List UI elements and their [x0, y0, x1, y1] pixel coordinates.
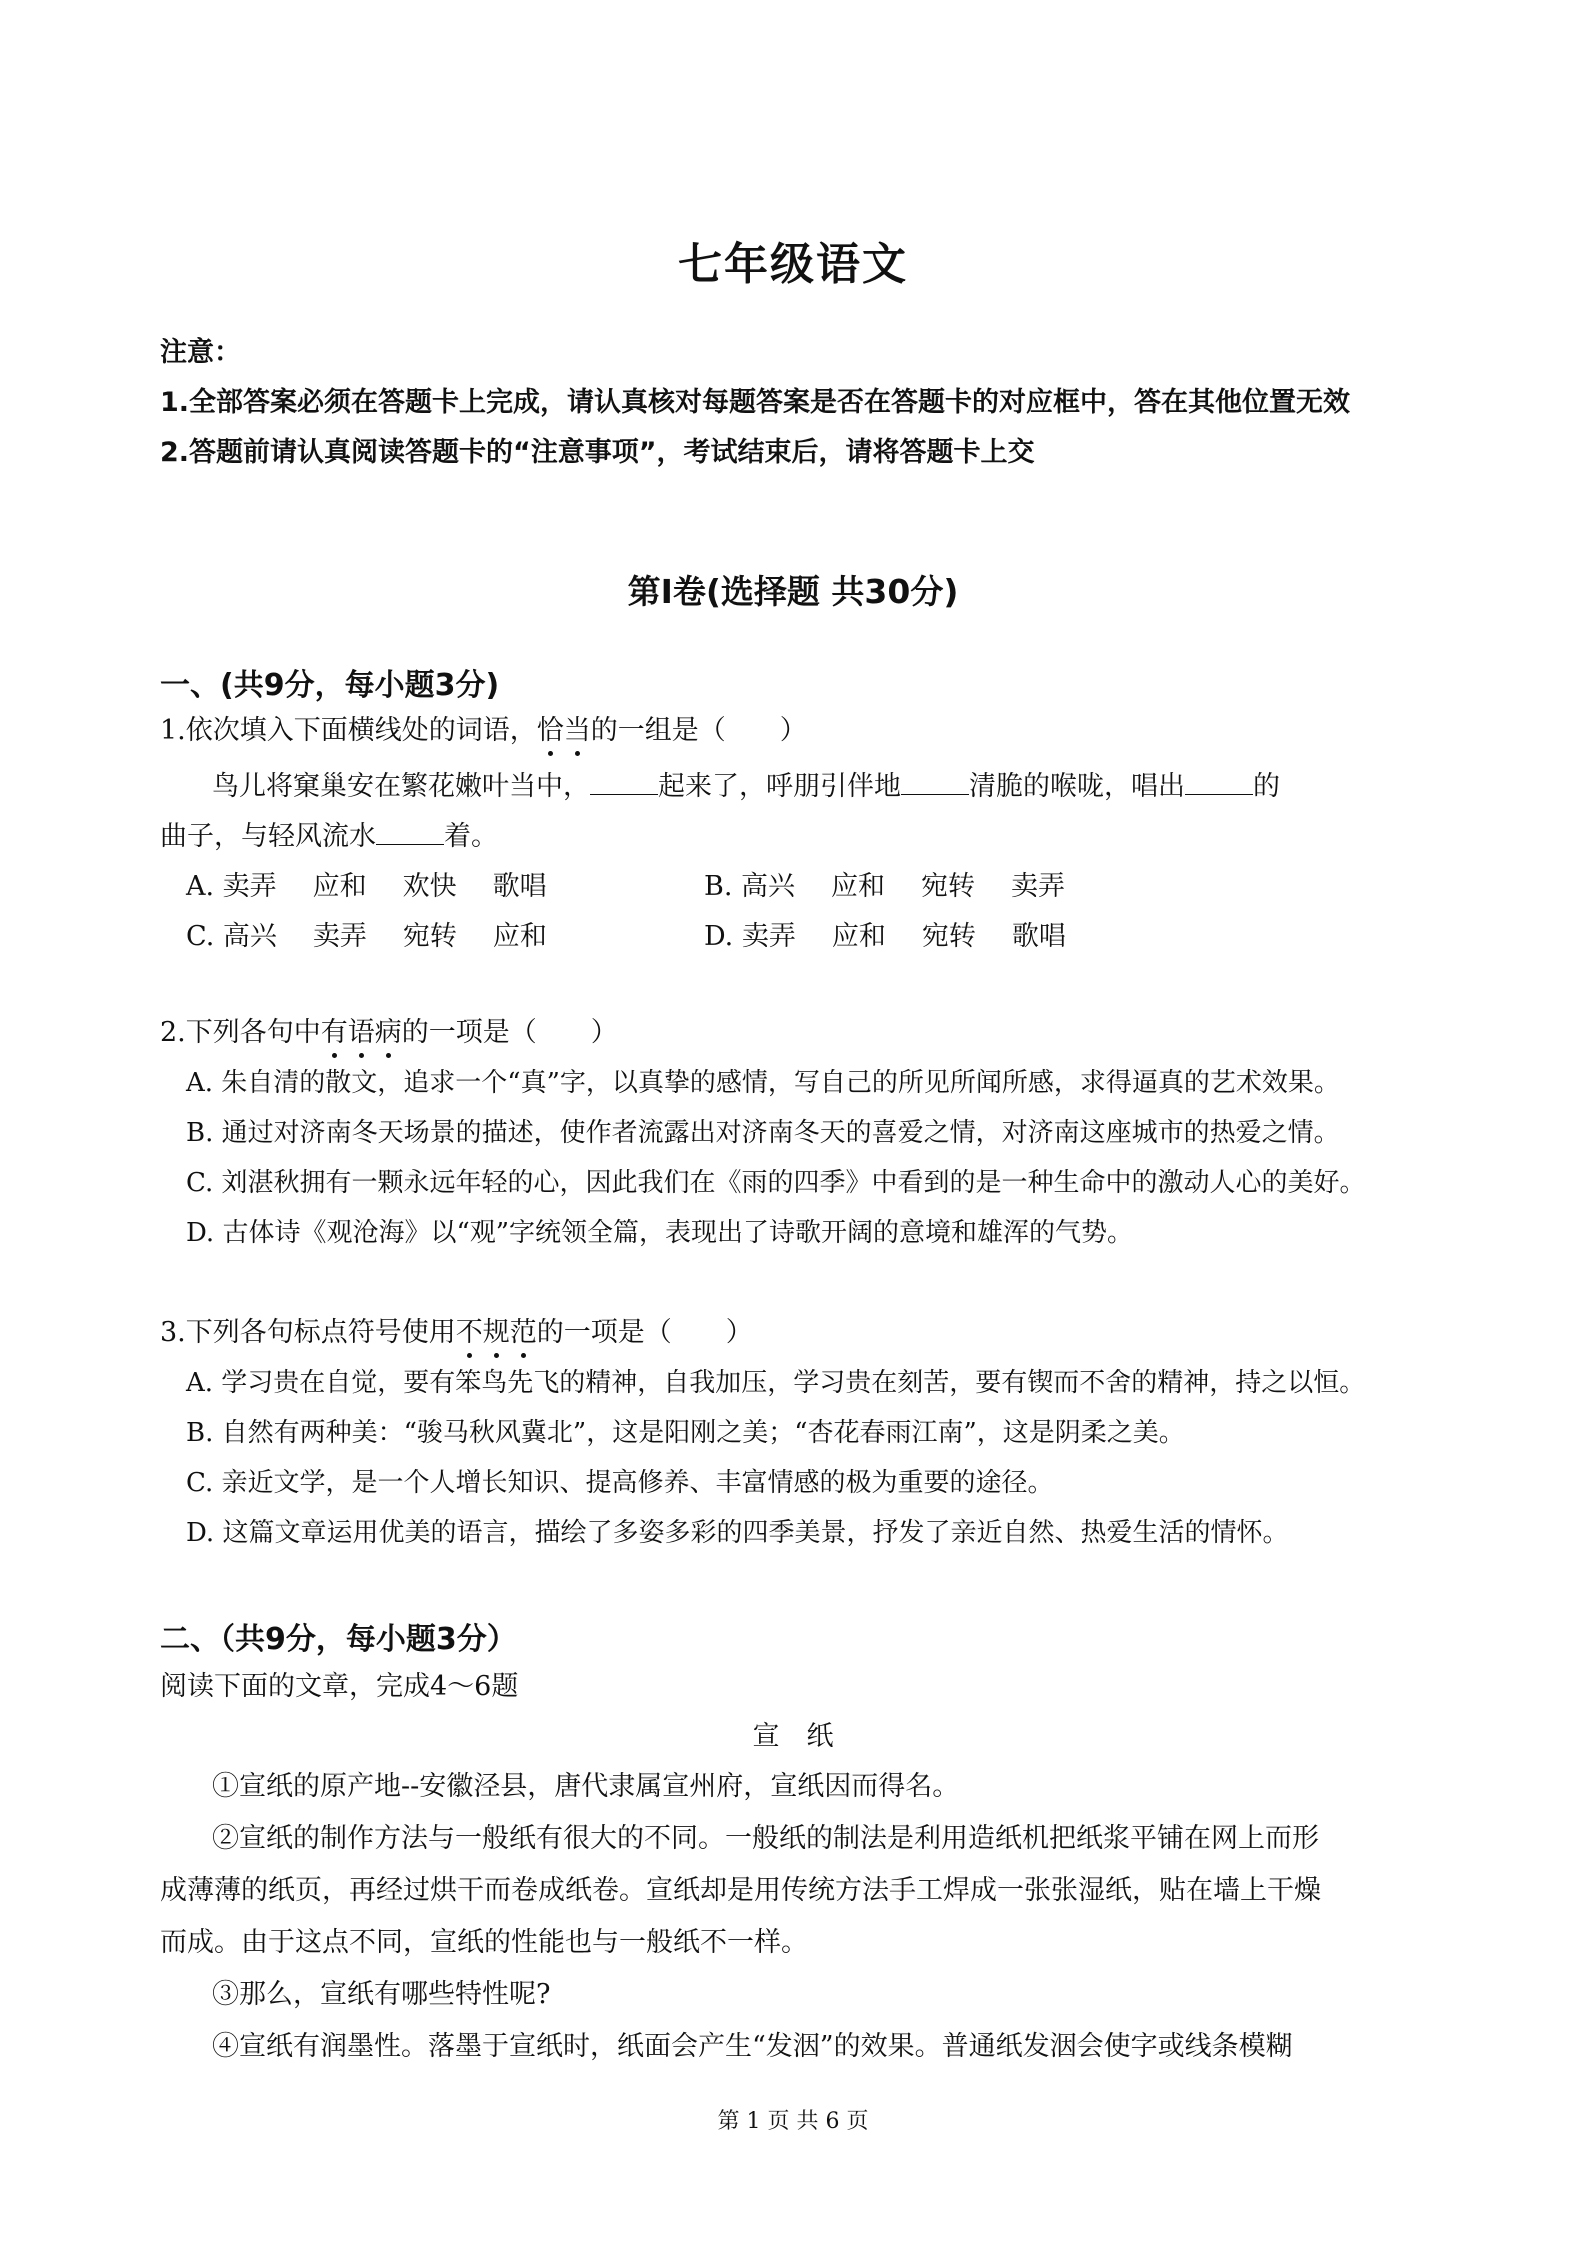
article-title: 宣 纸	[752, 1721, 834, 1752]
article-paragraph-3: ③那么，宣纸有哪些特性呢?	[212, 1979, 551, 2010]
question-3-option-c: C. 亲近文学，是一个人增长知识、提高修养、丰富情感的极为重要的途径。	[186, 1468, 1054, 1498]
notice-label: 注意：	[160, 337, 241, 368]
question-2-option-d: D. 古体诗《观沧海》以“观”字统领全篇，表现出了诗歌开阔的意境和雄浑的气势。	[186, 1218, 1134, 1248]
document-title: 七年级语文	[678, 239, 908, 290]
question-1-option-a: A. 卖弄 应和 欢快 歌唱	[186, 871, 547, 902]
question-2-stem: 2.下列各句中有语病的一项是（ ）	[160, 1017, 618, 1048]
question-3-option-b: B. 自然有两种美：“骏马秋风冀北”，这是阳刚之美；“杏花春雨江南”，这是阴柔之美。	[186, 1418, 1185, 1448]
article-paragraph-2-line-3: 而成。由于这点不同，宣纸的性能也与一般纸不一样。	[160, 1927, 808, 1958]
part2-intro: 阅读下面的文章，完成4～6题	[160, 1671, 519, 1702]
question-2-option-c: C. 刘湛秋拥有一颗永远年轻的心，因此我们在《雨的四季》中看到的是一种生命中的激动人心的美好。	[186, 1168, 1366, 1198]
question-1-stem: 1.依次填入下面横线处的词语，恰当的一组是（ ）	[160, 715, 807, 746]
section-title: 第Ⅰ卷(选择题 共30分)	[627, 572, 959, 611]
notice-item-2: 2.答题前请认真阅读答题卡的“注意事项”，考试结束后，请将答题卡上交	[160, 437, 1035, 468]
page-footer: 第 1 页 共 6 页	[717, 2109, 869, 2134]
question-2-option-a: A. 朱自清的散文，追求一个“真”字，以真挚的感情，写自己的所见所闻所感，求得逼真的艺术效果。	[186, 1068, 1340, 1098]
question-1-passage-line-1: 鸟儿将窠巢安在繁花嫩叶当中， 起来了，呼朋引伴地 清脆的喉咙，唱出 的	[212, 771, 1280, 802]
article-paragraph-2-line-2: 成薄薄的纸页，再经过烘干而卷成纸卷。宣纸却是用传统方法手工焊成一张张湿纸，贴在墙上干燥	[160, 1875, 1321, 1906]
question-3-option-d: D. 这篇文章运用优美的语言，描绘了多姿多彩的四季美景，抒发了亲近自然、热爱生活的情怀。	[186, 1518, 1289, 1548]
article-paragraph-2-line-1: ②宣纸的制作方法与一般纸有很大的不同。一般纸的制法是利用造纸机把纸浆平铺在网上而形	[212, 1823, 1319, 1854]
question-1-option-c: C. 高兴 卖弄 宛转 应和	[186, 921, 547, 952]
question-2-option-b: B. 通过对济南冬天场景的描述，使作者流露出对济南冬天的喜爱之情，对济南这座城市的热爱之情。	[186, 1118, 1340, 1148]
question-3-stem: 3.下列各句标点符号使用不规范的一项是（ ）	[160, 1317, 753, 1348]
notice-item-1: 1.全部答案必须在答题卡上完成，请认真核对每题答案是否在答题卡的对应框中，答在其他位置无效	[160, 387, 1351, 418]
part2-title: 二、（共9分，每小题3分）	[160, 1622, 517, 1657]
question-1-passage-line-2: 曲子，与轻风流水 着。	[160, 821, 498, 852]
article-paragraph-4: ④宣纸有润墨性。落墨于宣纸时，纸面会产生“发洇”的效果。普通纸发洇会使字或线条模糊	[212, 2031, 1293, 2062]
question-1-option-d: D. 卖弄 应和 宛转 歌唱	[704, 921, 1066, 952]
article-paragraph-1: ①宣纸的原产地--安徽泾县，唐代隶属宣州府，宣纸因而得名。	[212, 1771, 960, 1802]
question-1-option-b: B. 高兴 应和 宛转 卖弄	[704, 871, 1066, 902]
part1-title: 一、(共9分，每小题3分)	[160, 668, 500, 703]
question-3-option-a: A. 学习贵在自觉，要有笨鸟先飞的精神，自我加压，学习贵在刻苦，要有锲而不舍的精神，持之以恒。	[186, 1368, 1366, 1398]
